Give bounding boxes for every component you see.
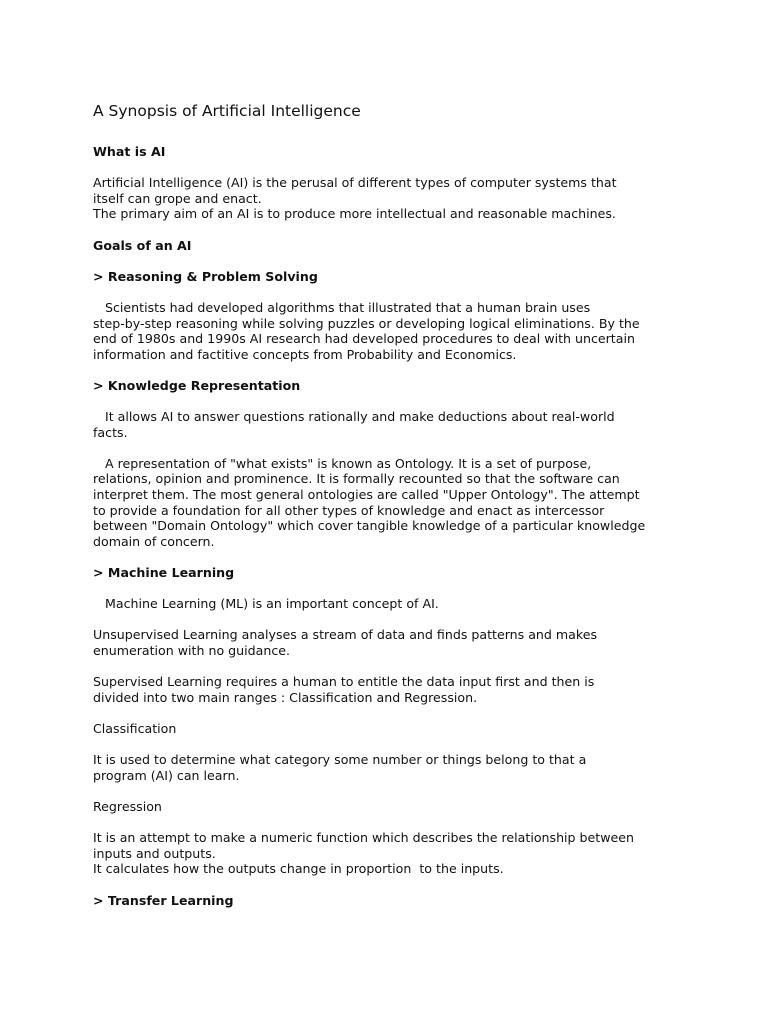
text-line: interpret them. The most general ontologies are called "Upper Ontology". The attempt — [93, 487, 640, 503]
text-line: end of 1980s and 1990s AI research had developed procedures to deal with uncertain — [93, 331, 635, 347]
section-heading — [93, 378, 683, 394]
text-line: information and factitive concepts from Probability and Economics. — [93, 346, 517, 362]
section-heading — [93, 238, 683, 254]
text-line: Regression — [93, 798, 162, 814]
text-line: Machine Learning (ML) is an important concept of AI. — [93, 596, 439, 612]
paragraph — [93, 752, 683, 783]
paragraph — [93, 300, 683, 362]
text-line: > Machine Learning — [93, 565, 235, 581]
text-line: Goals of an AI — [93, 237, 192, 253]
paragraph — [93, 596, 683, 612]
paragraph — [93, 175, 683, 222]
text-line: domain of concern. — [93, 533, 215, 549]
paragraph — [93, 721, 683, 737]
text-line: It is an attempt to make a numeric function which describes the relationship between — [93, 830, 635, 846]
text-line: > Knowledge Representation — [93, 377, 301, 393]
text-line: Classification — [93, 720, 177, 736]
paragraph — [93, 456, 683, 550]
text-line: Scientists had developed algorithms that illustrated that a human brain uses — [93, 299, 591, 315]
paragraph — [93, 830, 683, 877]
document-title: A Synopsis of Artificial Intelligence — [93, 102, 361, 120]
text-line: inputs and outputs. — [93, 845, 216, 861]
section-heading — [93, 893, 683, 909]
text-line: between "Domain Ontology" which cover tangible knowledge of a particular knowledge — [93, 518, 646, 534]
text-line: > Reasoning & Problem Solving — [93, 268, 318, 284]
document-page — [93, 101, 683, 924]
text-line: What is AI — [93, 144, 166, 159]
text-line: program (AI) can learn. — [93, 767, 240, 783]
document-body — [93, 144, 683, 908]
text-line: It is used to determine what category some number or things belong to that a — [93, 752, 587, 768]
paragraph — [93, 409, 683, 440]
text-line: Supervised Learning requires a human to entitle the data input first and then is — [93, 674, 595, 690]
text-line: to provide a foundation for all other types of knowledge and enact as intercessor — [93, 502, 605, 518]
section-heading — [93, 269, 683, 285]
text-line: itself can grope and enact. — [93, 190, 262, 206]
paragraph — [93, 674, 683, 705]
text-line: step-by-step reasoning while solving puzzles or developing logical eliminations. By the — [93, 315, 640, 331]
text-line: It calculates how the outputs change in proportion to the inputs. — [93, 861, 504, 877]
paragraph — [93, 799, 683, 815]
text-line: The primary aim of an AI is to produce more intellectual and reasonable machines. — [93, 206, 616, 222]
section-heading — [93, 144, 683, 160]
text-line: It allows AI to answer questions rationally and make deductions about real-world — [93, 409, 615, 425]
text-line: > Transfer Learning — [93, 892, 234, 908]
text-line: Unsupervised Learning analyses a stream of data and finds patterns and makes — [93, 627, 598, 643]
text-line: A representation of "what exists" is known as Ontology. It is a set of purpose, — [93, 455, 592, 471]
text-line: relations, opinion and prominence. It is formally recounted so that the software can — [93, 471, 620, 487]
text-line: enumeration with no guidance. — [93, 643, 291, 658]
text-line: facts. — [93, 424, 128, 440]
text-line: Artificial Intelligence (AI) is the perusal of different types of computer systems that — [93, 175, 617, 191]
paragraph — [93, 627, 683, 658]
section-heading — [93, 565, 683, 581]
text-line: divided into two main ranges : Classification and Regression. — [93, 689, 478, 705]
